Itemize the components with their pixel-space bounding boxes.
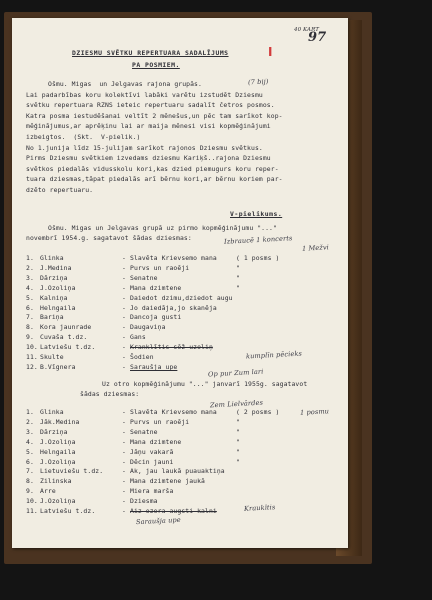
row-author: Kalniņa [40,293,68,302]
row-author: Jāk.Medina [40,417,80,426]
row-author: Helngaila [40,447,76,456]
row-song: Purvs un raoēji [130,417,190,426]
handwritten-note-part1-a: Izbraucē 1 koncerts [223,234,293,246]
section-heading: V-pielikums. [230,210,283,218]
row-dash: - [122,273,126,282]
row-song: Dziesma [130,497,158,506]
row-dash: - [122,497,126,506]
handwritten-note-row10: kumplīn pēcieks [245,349,303,361]
row-note: " [236,283,240,292]
row-song: Mana dzimtene [130,283,182,292]
part1_intro-line: Ošmu. Migas un Jelgavas grupā uz pirmo kopmēģinājumu "..." [48,224,277,232]
row-number: 1. [26,254,34,262]
row-note: " [236,427,240,436]
row-song: Slavēta Krievsemo mana [130,408,217,416]
row-number: 11. [26,507,38,515]
row-dash: - [122,303,126,312]
page-number: 97 [308,30,327,45]
intro_lines-line: mēģinājumus,ar aprēķinu lai ar maija mēnesi visi kopmēģinājumi [26,122,271,131]
row-author: Arre [40,487,56,496]
row-author: Latviešu t.dz. [40,507,96,515]
row-author: B.Vīgnera [40,362,76,371]
row-note: " [236,437,240,446]
row-dash: - [122,254,126,262]
row-dash: - [122,362,126,371]
row-number: 2. [26,263,34,272]
row-number: 6. [26,457,34,466]
row-dash: - [122,437,126,446]
part2_intro-line: šādas dziesmas: [80,390,140,399]
red-mark: I [268,45,273,59]
row-song: Jāņu vakarā [130,447,174,456]
row-song: Purvs un raoēji [130,263,190,272]
row-author: J.Ozoliņa [40,457,76,466]
row-number: 8. [26,323,34,332]
row-song: Saraušja upe [130,362,178,371]
row-dash: - [122,323,126,332]
row-note: " [236,417,240,426]
row-author: Zilinska [40,477,72,486]
row-author: Kora jaunrade [40,323,92,332]
row-song: Senatne [130,273,158,282]
part2-song-list [26,408,344,518]
handwritten-note-part2-b: 1 posmu [299,407,330,417]
handwritten-note-last: Saraušja upe [135,515,181,527]
handwritten-note-row12: Op pur Zum lari [207,367,264,379]
row-author: Bariņa [40,313,64,322]
row-number: 10. [26,343,38,352]
handwritten-note-part1-b: 1 Mežvi [301,243,330,253]
row-song: Jo daiedāja,jo skanēja [130,303,217,312]
row-author: Dārziņa [40,273,68,282]
row-song: Senatne [130,427,158,436]
row-number: 3. [26,273,34,282]
row-author: Lietuviešu t.dz. [40,467,104,476]
row-dash: - [122,447,126,456]
row-dash: - [122,283,126,292]
row-number: 9. [26,487,34,496]
row-number: 7. [26,313,34,322]
row-number: 4. [26,437,34,446]
handwritten-note-intro: (7 bij) [247,77,269,87]
intro_lines-line: izbeigtos. (Skt. V-pielik.) [26,133,141,141]
row-author: J.Ozoliņa [40,437,76,446]
row-song: Slavēta Krievsemo mana [130,254,217,262]
handwritten-note-part2-a: Zem Lielvārdes [209,398,264,410]
intro_lines-line: Pirms Dziesmu svētkiem izvedams dziesmu Kariķš..rajona Dziesmu [26,154,271,163]
row-number: 9. [26,333,34,342]
intro_lines-line: Ošmu. Migas un Jelgavas rajona grupās. [48,80,202,88]
row-song: Mana dzimtene jaukā [130,477,206,486]
row-song: Dēcin jauni [130,457,174,466]
row-dash: - [122,507,126,515]
row-note: ( 2 posms ) [236,408,280,416]
row-number: 3. [26,427,34,436]
row-author: J.Ozoliņa [40,283,76,292]
row-dash: - [122,487,126,496]
handwritten-note-row11: Kraukītis [243,503,276,513]
row-song: Daiedot dzimu,dziedot augu [130,293,233,302]
row-dash: - [122,408,126,416]
row-number: 4. [26,283,34,292]
row-dash: - [122,417,126,426]
intro_lines-line: svētkos piedalās vidusskolu kori,kas dzied piemugurs koru reper- [26,164,279,173]
row-song: Daugaviņa [130,323,166,332]
row-dash: - [122,427,126,436]
row-author: Glinka [40,254,64,262]
row-number: 5. [26,447,34,456]
intro_lines-line: tuara dziesmas,tāpat piedalās arī bērnu kori,ar bērnu koriem par- [26,175,283,184]
row-author: Glinka [40,408,64,416]
row-author: Latviešu t.dz. [40,343,96,352]
document-title: DZIESMU SVĒTKU REPERTUARA SADALĪJUMS [72,49,229,57]
row-number: 1. [26,408,34,416]
intro_lines-line: Katra posma iestudēšanai veltīt 2 mēnešus,un pēc tam sarīkot kop- [26,111,283,120]
row-dash: - [122,343,126,352]
part2_intro-line: Uz otro kopmēģinājumu "..." janvarī 1955g. sagatavot [102,380,308,388]
row-author: Cuvaša t.dz. [40,333,88,342]
row-song: Mana dzimtene [130,437,182,446]
document-subtitle: PA POSMIEM. [132,61,180,69]
row-number: 5. [26,293,34,302]
document-page [12,18,348,548]
row-note: " [236,273,240,282]
row-number: 2. [26,417,34,426]
row-dash: - [122,293,126,302]
row-dash: - [122,353,126,361]
row-dash: - [122,467,126,476]
row-author: Dārziņa [40,427,68,436]
intro_lines-line: svētku repertuara RZNS ieteic repertuaru sadalīt četros posmos. [26,101,275,110]
row-number: 7. [26,467,34,476]
row-number: 10. [26,497,38,506]
row-dash: - [122,457,126,466]
row-author: J.Ozoliņa [40,497,76,506]
row-song: Šodien [130,353,154,361]
row-song: Miera marša [130,487,174,496]
row-author: Helngaila [40,303,76,312]
row-note: ( 1 posms ) [236,254,280,262]
intro_lines-line: No 1.junija līdz 15-julijam sarīkot rajonos Dziesmu svētkus. [26,143,263,152]
row-number: 8. [26,477,34,486]
row-dash: - [122,263,126,272]
intro_lines-line: Lai padarbības koru kolektīvi labāki varētu izstudēt Dziesmu [26,90,263,99]
row-dash: - [122,477,126,486]
row-number: 11. [26,353,38,361]
row-number: 6. [26,303,34,312]
row-dash: - [122,333,126,342]
row-song: Ak, jau laukā puauaktiņa [130,467,225,476]
row-song: Aiz ozera augsti kalni [130,507,217,515]
row-song: Gans [130,333,146,342]
row-author: Skulte [40,353,64,361]
archive-stamp: 40 KART [294,27,320,33]
part1_intro-line: novembrī 1954.g. sagatavot šādas dziesmas: [26,234,192,243]
row-dash: - [122,313,126,322]
row-number: 12. [26,362,38,371]
row-note: " [236,457,240,466]
row-note: " [236,447,240,456]
intro_lines-line: dzēto repertuaru. [26,186,94,194]
row-song: Kranklītis sēž uzoliņ [130,343,213,352]
row-note: " [236,263,240,272]
row-song: Dancoja gusti [130,313,182,322]
row-author: J.Medina [40,263,72,272]
